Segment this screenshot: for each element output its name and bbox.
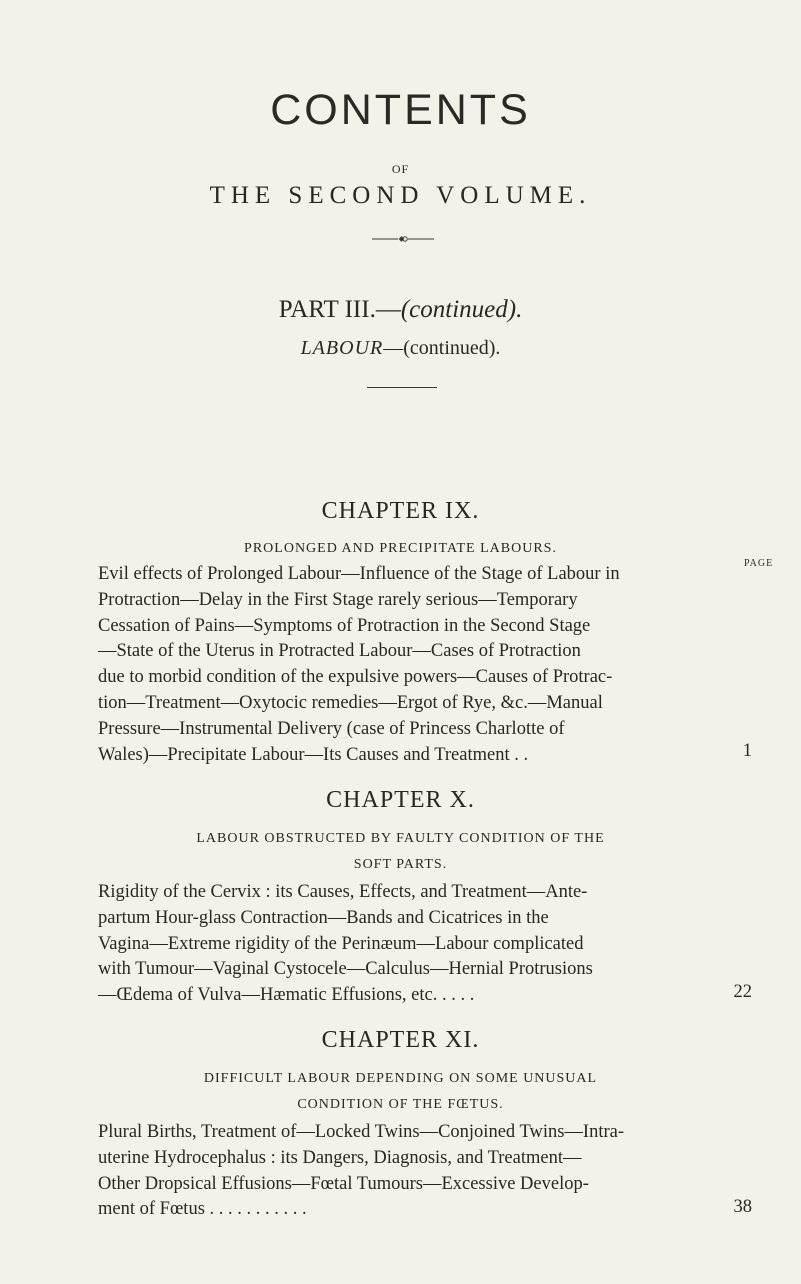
part-heading — [0, 296, 801, 324]
labour-continued: —(continued). — [383, 337, 501, 359]
page-title: CONTENTS — [270, 86, 531, 134]
entry-line: Plural Births, Treatment of—Locked Twins—Conjoined Twins—Intra- — [98, 1122, 624, 1142]
entry-line: tion—Treatment—Oxytocic remedies—Ergot of Rye, &c.—Manual — [98, 692, 603, 713]
of-line: OF — [391, 162, 410, 176]
entry-line: ment of Fœtus . . . . . . . . . . . — [98, 1199, 307, 1220]
part-continued: (continued). — [400, 296, 523, 323]
chapter-heading: CHAPTER XI. — [321, 1027, 480, 1053]
entry-line: Protraction—Delay in the First Stage rarely serious—Temporary — [98, 589, 578, 610]
chapter-entry — [98, 880, 696, 1009]
chapter-subtitle — [0, 826, 801, 878]
chapter-subtitle — [0, 536, 801, 562]
chapter-subtitle-line: SOFT PARTS. — [353, 857, 448, 872]
chapter-heading: CHAPTER IX. — [321, 498, 480, 524]
entry-line: Wales)—Precipitate Labour—Its Causes and Treatment . . — [98, 744, 529, 765]
chapter-subtitle-line: CONDITION OF THE FŒTUS. — [297, 1097, 504, 1112]
entry-line: with Tumour—Vaginal Cystocele—Calculus—Hernial Protrusions — [98, 959, 593, 980]
entry-line: —Œdema of Vulva—Hæmatic Effusions, etc. . . . . — [98, 985, 475, 1006]
volume-title: THE SECOND VOLUME. — [209, 182, 592, 209]
page-number: 22 — [733, 982, 752, 1002]
chapter-subtitle-line: LABOUR OBSTRUCTED BY FAULTY CONDITION OF THE — [196, 831, 605, 846]
chapter-subtitle-line: PROLONGED AND PRECIPITATE LABOURS. — [244, 541, 557, 556]
page-number: 1 — [742, 741, 752, 761]
divider-rule — [367, 387, 437, 388]
entry-line: Evil effects of Prolonged Labour—Influence of the Stage of Labour in — [98, 564, 620, 584]
page-number: 38 — [733, 1197, 752, 1217]
chapter-entry — [98, 1120, 696, 1223]
part-label: PART III.— — [278, 296, 401, 323]
chapter-subtitle-line: DIFFICULT LABOUR DEPENDING ON SOME UNUSUAL — [203, 1071, 598, 1086]
entry-line: uterine Hydrocephalus : its Dangers, Diagnosis, and Treatment— — [98, 1147, 582, 1168]
chapter-entry — [98, 562, 696, 768]
entry-line: Rigidity of the Cervix : its Causes, Effects, and Treatment—Ante- — [98, 882, 588, 902]
labour-label: LABOUR — [300, 337, 384, 359]
page-column-label: PAGE — [744, 558, 774, 569]
chapter-subtitle — [0, 1066, 801, 1118]
entry-line: Other Dropsical Effusions—Fœtal Tumours—Excessive Develop- — [98, 1173, 589, 1194]
entry-line: Vagina—Extreme rigidity of the Perinæum—Labour complicated — [98, 933, 584, 954]
ornament-divider-icon — [372, 235, 434, 243]
labour-heading — [0, 337, 801, 360]
entry-line: —State of the Uterus in Protracted Labour—Cases of Protraction — [98, 641, 581, 662]
entry-line: partum Hour-glass Contraction—Bands and Cicatrices in the — [98, 907, 549, 928]
entry-line: Cessation of Pains—Symptoms of Protraction in the Second Stage — [98, 615, 591, 636]
entry-line: due to morbid condition of the expulsive powers—Causes of Protrac- — [98, 667, 613, 688]
entry-line: Pressure—Instrumental Delivery (case of Princess Charlotte of — [98, 718, 565, 739]
chapter-heading: CHAPTER X. — [326, 787, 475, 813]
